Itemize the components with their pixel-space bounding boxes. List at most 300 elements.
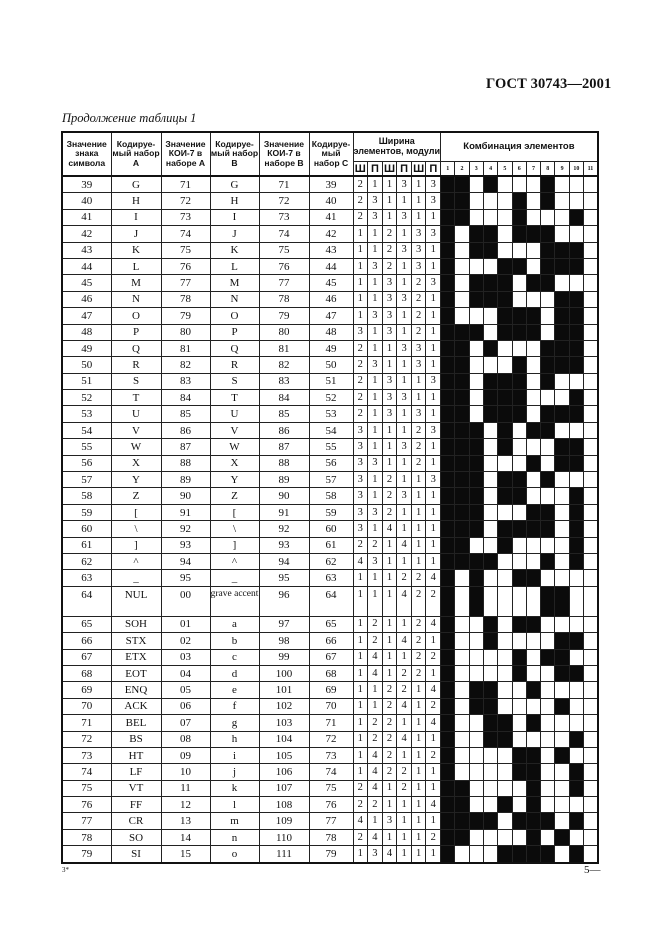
cell-code-set-a: FF [111,797,161,813]
cell-koi7-a: 02 [161,633,210,649]
cell-width-2: 1 [382,616,397,632]
cell-width-2: 1 [382,665,397,681]
module-space [483,488,497,504]
table-body [62,176,598,863]
module-bar [526,829,540,845]
cell-width-2: 3 [382,275,397,291]
module-bar [455,472,469,488]
cell-code-set-c: 70 [309,698,353,714]
module-space [483,209,497,225]
module-space [541,455,555,471]
cell-width-0: 1 [353,291,368,307]
table-row [62,553,598,569]
module-bar [569,488,583,504]
module-bar [512,846,526,863]
cell-width-3: 1 [397,357,412,373]
cell-width-2: 2 [382,715,397,731]
module-bar [441,275,455,291]
cell-width-4: 1 [411,682,426,698]
module-bar [526,616,540,632]
cell-symbol-value: 46 [62,291,111,307]
module-space [455,586,469,616]
cell-code-set-b: T [210,390,259,406]
module-bar [441,570,455,586]
module-bar [441,797,455,813]
module-bar [455,390,469,406]
subheader-module-7: 7 [526,162,540,177]
module-space [584,439,598,455]
module-bar [469,472,483,488]
module-bar [441,357,455,373]
cell-code-set-a: S [111,373,161,389]
module-space [569,698,583,714]
cell-width-4: 2 [411,422,426,438]
subheader-module-3: 3 [469,162,483,177]
cell-symbol-value: 64 [62,586,111,616]
cell-width-2: 4 [382,521,397,537]
cell-koi7-a: 83 [161,373,210,389]
module-bar [498,439,512,455]
module-bar [483,373,497,389]
cell-width-5: 1 [426,455,441,471]
module-bar [526,682,540,698]
cell-width-0: 3 [353,422,368,438]
module-space [541,308,555,324]
module-bar [483,242,497,258]
cell-symbol-value: 54 [62,422,111,438]
cell-width-5: 1 [426,665,441,681]
cell-code-set-b: P [210,324,259,340]
module-bar [526,275,540,291]
cell-koi7-b: 85 [259,406,309,422]
cell-width-4: 2 [411,308,426,324]
module-bar [512,488,526,504]
subheader-width-1: П [368,162,383,177]
table-row [62,813,598,829]
cell-code-set-a: \ [111,521,161,537]
module-bar [555,747,569,763]
cell-code-set-b: X [210,455,259,471]
header-symbol-value: Значение знака символа [62,132,111,176]
cell-symbol-value: 79 [62,846,111,863]
cell-symbol-value: 67 [62,649,111,665]
table-row [62,291,598,307]
cell-symbol-value: 69 [62,682,111,698]
cell-code-set-a: W [111,439,161,455]
module-space [498,553,512,569]
module-space [555,764,569,780]
cell-width-2: 3 [382,308,397,324]
cell-koi7-b: 77 [259,275,309,291]
module-space [584,633,598,649]
cell-width-0: 3 [353,439,368,455]
module-space [455,291,469,307]
module-space [541,764,555,780]
cell-width-4: 3 [411,242,426,258]
document-code: ГОСТ 30743—2001 [486,76,612,92]
table-row [62,357,598,373]
cell-symbol-value: 55 [62,439,111,455]
cell-width-4: 3 [411,340,426,356]
cell-width-5: 1 [426,308,441,324]
cell-width-2: 4 [382,846,397,863]
cell-koi7-a: 09 [161,747,210,763]
module-space [512,275,526,291]
cell-width-2: 2 [382,682,397,698]
cell-code-set-b: _ [210,570,259,586]
cell-width-4: 2 [411,665,426,681]
cell-width-0: 2 [353,390,368,406]
cell-width-5: 3 [426,472,441,488]
cell-code-set-a: BEL [111,715,161,731]
module-space [584,488,598,504]
cell-width-0: 3 [353,504,368,520]
module-space [541,488,555,504]
cell-width-3: 1 [397,797,412,813]
cell-koi7-a: 85 [161,406,210,422]
module-space [541,698,555,714]
module-bar [569,780,583,796]
cell-width-0: 2 [353,537,368,553]
cell-code-set-b: j [210,764,259,780]
cell-code-set-c: 51 [309,373,353,389]
cell-width-5: 2 [426,829,441,845]
table-row [62,193,598,209]
module-space [569,586,583,616]
module-space [469,308,483,324]
module-bar [526,308,540,324]
cell-code-set-b: U [210,406,259,422]
cell-code-set-a: CR [111,813,161,829]
module-space [498,193,512,209]
module-space [555,209,569,225]
cell-width-1: 1 [368,176,383,193]
cell-width-3: 1 [397,275,412,291]
module-space [584,340,598,356]
module-space [512,439,526,455]
cell-width-1: 3 [368,846,383,863]
cell-width-3: 1 [397,813,412,829]
module-space [584,258,598,274]
cell-symbol-value: 48 [62,324,111,340]
module-bar [512,193,526,209]
module-bar [569,390,583,406]
module-bar [441,193,455,209]
cell-symbol-value: 40 [62,193,111,209]
cell-width-4: 1 [411,731,426,747]
cell-width-4: 2 [411,616,426,632]
cell-width-3: 1 [397,649,412,665]
table-row [62,340,598,356]
module-space [469,209,483,225]
cell-width-2: 2 [382,258,397,274]
cell-code-set-b: m [210,813,259,829]
subheader-module-10: 10 [569,162,583,177]
module-bar [469,570,483,586]
cell-code-set-a: Q [111,340,161,356]
cell-symbol-value: 42 [62,226,111,242]
cell-code-set-a: [ [111,504,161,520]
module-bar [512,390,526,406]
module-space [498,698,512,714]
table-row [62,829,598,845]
module-bar [455,521,469,537]
module-bar [555,340,569,356]
cell-width-2: 1 [382,586,397,616]
module-space [541,682,555,698]
module-bar [469,682,483,698]
module-bar [441,553,455,569]
module-space [498,226,512,242]
cell-code-set-a: I [111,209,161,225]
cell-width-1: 1 [368,275,383,291]
cell-code-set-a: ACK [111,698,161,714]
module-bar [455,537,469,553]
cell-width-1: 4 [368,829,383,845]
module-space [555,731,569,747]
module-space [555,422,569,438]
module-bar [541,521,555,537]
table-row [62,682,598,698]
cell-code-set-c: 62 [309,553,353,569]
module-bar [441,422,455,438]
cell-width-4: 3 [411,226,426,242]
cell-koi7-b: 80 [259,324,309,340]
table-row [62,275,598,291]
cell-width-4: 3 [411,258,426,274]
module-space [526,665,540,681]
module-bar [469,488,483,504]
module-space [584,616,598,632]
module-bar [569,633,583,649]
module-bar [569,439,583,455]
module-space [455,275,469,291]
module-space [455,665,469,681]
module-space [455,308,469,324]
module-bar [441,226,455,242]
cell-symbol-value: 65 [62,616,111,632]
cell-koi7-b: 74 [259,226,309,242]
cell-code-set-b: n [210,829,259,845]
module-bar [441,455,455,471]
module-space [584,797,598,813]
module-space [498,570,512,586]
table-row [62,715,598,731]
module-bar [441,715,455,731]
cell-code-set-c: 55 [309,439,353,455]
cell-width-5: 3 [426,193,441,209]
module-bar [569,324,583,340]
cell-width-3: 3 [397,209,412,225]
cell-koi7-a: 77 [161,275,210,291]
module-bar [555,455,569,471]
module-bar [555,406,569,422]
module-bar [483,633,497,649]
module-bar [441,698,455,714]
table-row [62,780,598,796]
module-bar [483,176,497,193]
cell-symbol-value: 63 [62,570,111,586]
cell-width-2: 1 [382,633,397,649]
cell-code-set-c: 78 [309,829,353,845]
table-row [62,846,598,863]
cell-symbol-value: 66 [62,633,111,649]
cell-code-set-a: Z [111,488,161,504]
cell-code-set-c: 75 [309,780,353,796]
table-row [62,764,598,780]
cell-width-5: 2 [426,649,441,665]
module-space [455,616,469,632]
module-space [584,455,598,471]
module-space [569,682,583,698]
module-bar [455,176,469,193]
cell-width-5: 1 [426,488,441,504]
cell-width-5: 1 [426,324,441,340]
module-space [584,682,598,698]
module-space [483,324,497,340]
cell-width-3: 3 [397,439,412,455]
cell-code-set-c: 42 [309,226,353,242]
module-space [541,324,555,340]
module-space [455,649,469,665]
module-bar [498,373,512,389]
cell-width-1: 1 [368,226,383,242]
module-bar [541,846,555,863]
cell-code-set-c: 66 [309,633,353,649]
cell-code-set-b: Z [210,488,259,504]
cell-width-0: 2 [353,780,368,796]
cell-width-5: 1 [426,242,441,258]
module-space [483,747,497,763]
module-space [483,521,497,537]
cell-width-3: 3 [397,291,412,307]
cell-koi7-b: 71 [259,176,309,193]
cell-code-set-c: 76 [309,797,353,813]
module-bar [512,209,526,225]
module-space [526,291,540,307]
module-space [469,797,483,813]
cell-width-1: 4 [368,649,383,665]
module-space [569,616,583,632]
subheader-width-3: П [397,162,412,177]
cell-width-4: 2 [411,570,426,586]
cell-width-1: 4 [368,780,383,796]
cell-code-set-c: 53 [309,406,353,422]
cell-width-4: 1 [411,390,426,406]
module-bar [441,846,455,863]
module-bar [441,764,455,780]
cell-width-3: 1 [397,472,412,488]
module-bar [541,422,555,438]
module-bar [512,308,526,324]
module-space [526,406,540,422]
module-space [526,258,540,274]
module-bar [541,813,555,829]
cell-code-set-c: 54 [309,422,353,438]
cell-koi7-a: 14 [161,829,210,845]
table-row [62,455,598,471]
table-row [62,521,598,537]
cell-koi7-a: 78 [161,291,210,307]
module-bar [541,649,555,665]
cell-width-0: 2 [353,209,368,225]
module-bar [569,521,583,537]
module-bar [441,324,455,340]
module-bar [455,406,469,422]
module-bar [541,553,555,569]
module-space [512,633,526,649]
module-space [569,176,583,193]
cell-symbol-value: 60 [62,521,111,537]
module-space [469,390,483,406]
subheader-module-6: 6 [512,162,526,177]
table-row [62,570,598,586]
cell-width-3: 1 [397,373,412,389]
cell-width-5: 1 [426,537,441,553]
cell-code-set-c: 69 [309,682,353,698]
cell-symbol-value: 76 [62,797,111,813]
cell-width-2: 1 [382,209,397,225]
module-bar [469,455,483,471]
module-bar [569,846,583,863]
module-bar [569,291,583,307]
module-bar [541,504,555,520]
module-bar [441,176,455,193]
cell-width-1: 1 [368,488,383,504]
cell-koi7-b: 87 [259,439,309,455]
cell-code-set-b: e [210,682,259,698]
module-space [555,373,569,389]
cell-width-5: 1 [426,553,441,569]
cell-width-4: 1 [411,504,426,520]
module-space [455,258,469,274]
module-bar [569,731,583,747]
module-bar [483,616,497,632]
module-space [541,570,555,586]
cell-code-set-c: 45 [309,275,353,291]
module-bar [569,665,583,681]
module-space [483,472,497,488]
module-space [512,682,526,698]
module-bar [469,553,483,569]
module-bar [498,537,512,553]
module-bar [483,553,497,569]
module-bar [483,275,497,291]
module-space [541,633,555,649]
module-bar [526,764,540,780]
module-bar [555,324,569,340]
module-bar [569,209,583,225]
table-row [62,242,598,258]
cell-width-2: 2 [382,226,397,242]
module-space [455,242,469,258]
cell-code-set-c: 52 [309,390,353,406]
cell-code-set-c: 60 [309,521,353,537]
cell-koi7-b: 106 [259,764,309,780]
module-space [469,193,483,209]
cell-width-4: 1 [411,537,426,553]
cell-width-1: 1 [368,406,383,422]
cell-width-5: 4 [426,715,441,731]
module-bar [555,308,569,324]
module-space [555,616,569,632]
cell-code-set-c: 63 [309,570,353,586]
module-bar [469,324,483,340]
cell-width-1: 2 [368,537,383,553]
cell-width-3: 1 [397,829,412,845]
module-space [569,715,583,731]
module-bar [498,715,512,731]
